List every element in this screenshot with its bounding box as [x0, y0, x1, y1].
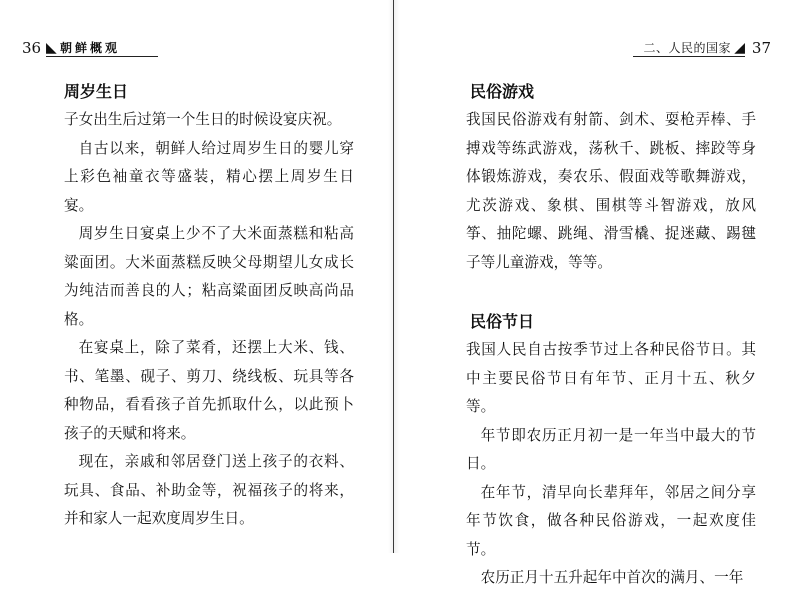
right-header-rule: [633, 56, 745, 57]
section-title-birthday: 周岁生日: [64, 82, 129, 101]
paragraph: 在宴桌上，除了菜肴，还摆上大米、钱、书、笔墨、砚子、剪刀、绕线板、玩具等各种物品，看看孩子首先抓取什么，以此预卜孩子的天赋和将来。: [64, 339, 354, 442]
paragraph: 周岁生日宴桌上少不了大米面蒸糕和粘高粱面团。大米面蒸糕反映父母期望儿女成长为纯洁而善良的人；粘高粱面团反映高尚品格。: [64, 225, 354, 328]
paragraph: 年节即农历正月初一是一年当中最大的节日。: [466, 426, 756, 472]
section-title-folk-games: 民俗游戏: [470, 82, 535, 101]
right-page-number: 37: [751, 39, 771, 57]
paragraph: 现在，亲戚和邻居登门送上孩子的衣料、玩具、食品、补助金等，祝福孩子的将来，并和家人一起欢度周岁生日。: [64, 453, 354, 527]
section-title-folk-holidays: 民俗节日: [470, 312, 535, 331]
left-content: [64, 78, 354, 534]
paragraph: 在年节，清早向长辈拜年，邻居之间分享年节饮食，做各种民俗游戏，一起欢度佳节。: [466, 483, 756, 558]
right-header-title: 二、人民的国家: [643, 41, 731, 55]
right-header-bracket: ◢: [734, 40, 745, 56]
paragraph: 自古以来，朝鲜人给过周岁生日的婴儿穿上彩色袖童衣等盛装，精心摆上周岁生日宴。: [64, 139, 354, 214]
section-spacer: [466, 277, 756, 308]
left-header-bracket: ◣: [46, 40, 57, 56]
left-running-header: [22, 38, 377, 58]
left-header-title: 朝鲜概观: [60, 41, 121, 55]
left-page-number: 36: [22, 39, 42, 57]
paragraph: 子女出生后过第一个生日的时候设宴庆祝。: [64, 111, 342, 128]
paragraph: 我国民俗游戏有射箭、剑术、耍枪弄棒、手搏戏等练武游戏，荡秋千、跳板、摔跤等身体锻炼游戏，奏农乐、假面戏等歌舞游戏，尤茨游戏、象棋、围棋等斗智游戏，放风筝、抽陀螺、跳绳、滑雪橇、捉迷藏、踢毽子等儿童游戏，等等。: [466, 111, 756, 271]
paragraph: 我国人民自古按季节过上各种民俗节日。其中主要民俗节日有年节、正月十五、秋夕等。: [466, 341, 756, 415]
paragraph: 农历正月十五升起年中首次的满月、一年: [480, 569, 744, 586]
left-header-rule: [46, 56, 158, 57]
left-page: [0, 0, 393, 553]
right-content: [466, 78, 756, 593]
right-page: [394, 0, 787, 586]
right-running-header: [416, 38, 771, 58]
